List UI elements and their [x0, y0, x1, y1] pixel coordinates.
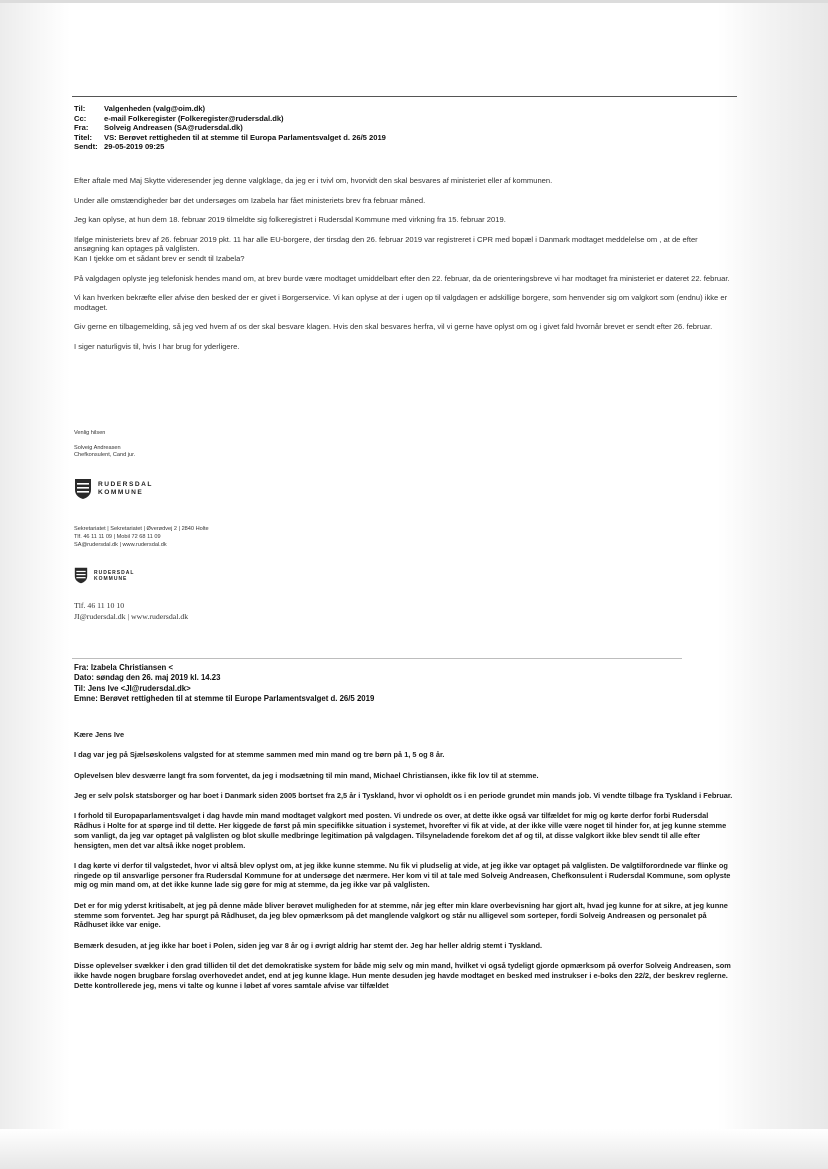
header-value: Solveig Andreasen (SA@rudersdal.dk) [104, 123, 243, 133]
header-row-from [74, 123, 386, 133]
forward-paragraph: I siger naturligvis til, hvis I har brug for yderligere. [74, 341, 240, 351]
scanned-email-page [72, 0, 737, 1169]
original-header-from: Fra: Izabela Christiansen < [74, 663, 174, 672]
logo-wordmark [98, 481, 153, 497]
forward-paragraph: Vi kan hverken bekræfte eller afvise den besked der er givet i Borgerservice. Vi kan oplyse at der i ugen op til valgdagen er adskillige borgere, som henvender sig om valgkort som (endnu) ikke er modtaget. [74, 293, 728, 312]
signature-title: Chefkonsulent, Cand jur. [74, 452, 136, 459]
email-header [74, 104, 386, 152]
complaint-paragraph: Det er for mig yderst kritisabelt, at jeg på denne måde bliver berøvet muligheden for at stemme, når jeg efter min klare overbevisning har gjort alt, hvad jeg kunne for at sikre, at jeg kunne stemme som forventet. Jeg har spurgt på Rådhuset, da jeg blev opmærksom på det manglende valgkort og står nu alligevel som sorteper, fordi Solveig Andreasen og personalet på Rådhuset ikke var enige. [74, 900, 728, 930]
header-row-to [74, 104, 386, 114]
header-rule [72, 96, 737, 97]
forward-paragraph: Efter aftale med Maj Skytte videresender jeg denne valgklage, da jeg er i tvivl om, hvorvidt den skal besvares af ministeriet eller af kommunen. [74, 176, 553, 185]
logo-line-2: KOMMUNE [98, 489, 144, 496]
contact-phone: Tlf. 46 11 11 09 | Mobil 72 68 11 09 [74, 534, 161, 541]
header-value: Valgenheden (valg@oim.dk) [104, 104, 206, 113]
logo-wordmark [94, 570, 134, 582]
forward-paragraph: Ifølge ministeriets brev af 26. februar 2019 pkt. 11 har alle EU-borgere, der tirsdag den 26. februar 2019 var registreret i CPR med bopæl i Danmark modtaget meddelelse om , at de efter ansøgning kan optages på valglisten. Kan I tjekke om et sådant brev er sendt til Izabela? [74, 234, 698, 263]
logo-line-1: RUDERSDAL [94, 569, 135, 576]
original-header-subject: Emne: Berøvet rettigheden til at stemme til Europe Parlamentsvalget d. 26/5 2019 [74, 694, 375, 704]
forward-paragraph: På valgdagen oplyste jeg telefonisk hendes mand om, at brev burde være modtaget umiddelbart efter den 22. februar, da de orienteringsbreve vi har modtaget fra ministeriet er dateret 22. februar. [74, 273, 730, 283]
signature-block [74, 430, 135, 460]
contact-email-web: JI@rudersdal.dk | www.rudersdal.dk [74, 612, 189, 621]
contact-phone: Tlf. 46 11 10 10 [74, 601, 125, 610]
scan-edge-left [0, 0, 70, 1169]
header-value: 29-05-2019 09:25 [104, 142, 165, 152]
header-value: e-mail Folkeregister (Folkeregister@rudersdal.dk) [104, 113, 284, 123]
contact-address: Sekretariatet | Sekretariatet | Øverødvej 2 | 2840 Holte [74, 526, 209, 532]
complaint-paragraph: I dag var jeg på Sjælsøskolens valgsted for at stemme sammen med min mand og tre børn på 1, 5 og 8 år. [74, 750, 445, 760]
header-row-cc [74, 114, 386, 124]
complaint-paragraph: Bemærk desuden, at jeg ikke har boet i Polen, siden jeg var 8 år og i øvrigt aldrig har stemt der. Jeg har heller aldrig stemt i Tyskland. [74, 940, 543, 950]
complaint-paragraph: I dag kørte vi derfor til valgstedet, hvor vi altså blev oplyst om, at jeg ikke kunne stemme. Nu fik vi pludselig at vide, at jeg ikke var optaget på valglisten. De valgtilforordnede var flinke og ringede op til ansvarlige personer fra Rudersdal Kommune for at undersøge det nærmere. Her kom vi til at tale med Solveig Andreasen, Chefkonsulent i Rudersdal Kommune, som oplyste mig og min mand om, at det ikke kunne lade sig gøre for mig at stemme, da jeg ikke var på valglisten. [74, 860, 731, 890]
logo-line-1: RUDERSDAL [98, 481, 153, 488]
header-label: Sendt: [74, 142, 98, 152]
complaint-message-body [74, 730, 736, 1001]
contact-primary [74, 525, 209, 550]
signature-greeting: Venlig hilsen [74, 430, 106, 436]
contact-email-web: SA@rudersdal.dk | www.rudersdal.dk [74, 542, 167, 549]
forward-message-body [74, 176, 734, 362]
header-label: Fra: [74, 123, 89, 133]
signature-name: Solveig Andreasen [74, 445, 121, 452]
contact-secondary [74, 600, 188, 622]
rudersdal-logo [74, 478, 153, 500]
forward-paragraph: Under alle omstændigheder bør det undersøges om Izabela har fået ministeriets brev fra februar måned. [74, 195, 426, 205]
forward-paragraph: Jeg kan oplyse, at hun dem 18. februar 2019 tilmeldte sig folkeregistret i Rudersdal Kommune med virkning fra 15. februar 2019. [74, 215, 506, 225]
forward-paragraph: Giv gerne en tilbagemelding, så jeg ved hvem af os der skal besvare klagen. Hvis den skal besvares herfra, vil vi gerne have oplyst om og i givet fald hvornår brevet er sendt efter 26. februar. [74, 322, 713, 332]
coat-of-arms-icon [74, 567, 88, 584]
header-label: Cc: [74, 113, 87, 123]
coat-of-arms-icon [74, 478, 92, 500]
original-header-date: Dato: søndag den 26. maj 2019 kl. 14.23 [74, 673, 221, 683]
header-row-sent [74, 142, 386, 152]
original-message-header [74, 663, 374, 705]
header-value: VS: Berøvet rettigheden til at stemme til Europa Parlamentsvalget d. 26/5 2019 [104, 132, 386, 142]
rudersdal-logo-small [74, 567, 134, 584]
header-row-title [74, 133, 386, 143]
complaint-paragraph: Jeg er selv polsk statsborger og har boet i Danmark siden 2005 bortset fra 2,5 år i Tyskland, hvor vi opholdt os i en periode grundet min mands job. Vi vendte tilbage fra Tyskland i Februar. [74, 790, 733, 800]
complaint-paragraph: I forhold til Europaparlamentsvalget i dag havde min mand modtaget valgkort med posten. Vi undrede os over, at dette ikke også var tilfældet for mig og kørte derfor forbi Rudersdal Rådhus i Holte for at spørge ind til dette. Her kiggede de først på min specifikke situation i systemet, hvorefter vi fik at vide, at der ikke ville være noget til hinder for, at jeg kunne stemme som vanligt, da jeg var optaget på valglisten og blot skulle medbringe legitimation på valgdagen. Tilsyneladende forekom det af og til, at disse valgkort ikke blev sendt til alle efter hensigten, men det var altså ikke noget problem. [74, 811, 727, 850]
complaint-paragraph: Disse oplevelser svækker i den grad tilliden til det det demokratiske system for både mig selv og min mand, hvilket vi også tydeligt gjorde opmærksom på overfor Solveig Andreasen, som ikke havde nogen brugbare forslag overhovedet andet, end at jeg kunne klage. Hun mente desuden jeg havde modtaget en besked med instrukser i e-boks den 22/2, der beskrev reglerne. Dette kontrollerede jeg, mens vi talte og kunne i løbet af vores samtale afvise var tilfældet [74, 960, 731, 990]
original-header-to: Til: Jens Ive <JI@rudersdal.dk> [74, 683, 191, 693]
header-label: Titel: [74, 132, 93, 142]
complaint-salutation: Kære Jens Ive [74, 730, 125, 739]
header-label: Til: [74, 104, 86, 113]
complaint-paragraph: Oplevelsen blev desværre langt fra som forventet, da jeg i modsætning til min mand, Michael Christiansen, ikke fik lov til at stemme. [74, 770, 539, 780]
section-divider [72, 658, 682, 659]
logo-line-2: KOMMUNE [94, 575, 128, 582]
